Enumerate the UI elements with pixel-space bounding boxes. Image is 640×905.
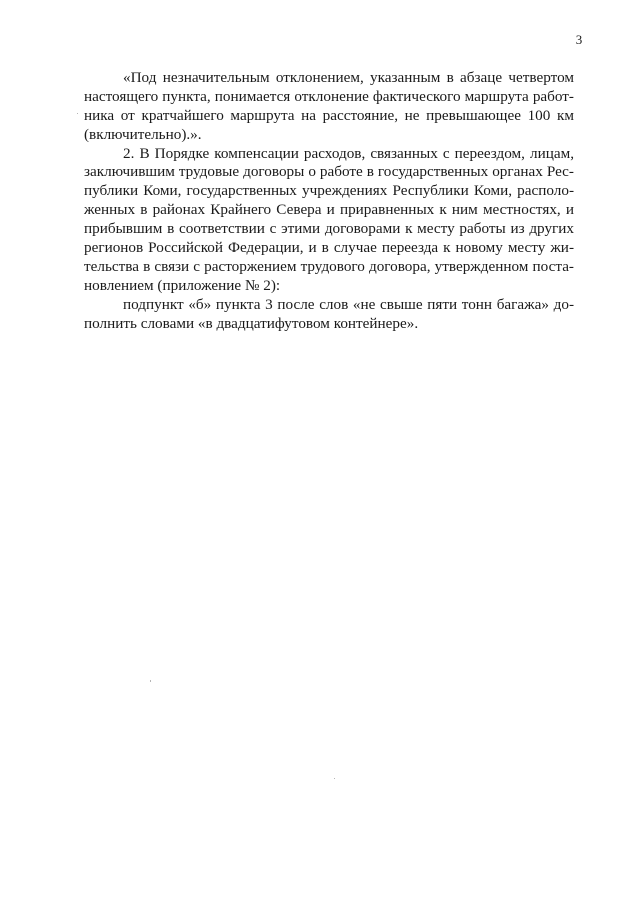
page-number: 3 <box>575 32 583 47</box>
text-line: настоящего пункта, понимается отклонение фактического маршрута работ- <box>84 87 574 105</box>
scan-speck <box>77 113 78 114</box>
paragraph-subitem-b <box>84 296 574 334</box>
text-line: регионов Российской Федерации, и в случае переезда к новому месту жи- <box>84 239 574 257</box>
text-line: заключившим трудовые договоры о работе в государственных органах Рес- <box>84 163 574 181</box>
paragraph-route-deviation <box>84 69 574 145</box>
document-body <box>84 69 574 333</box>
text-line: прибывшим в соответствии с этими договорами к месту работы из других <box>84 220 574 238</box>
text-line: подпункт «б» пункта 3 после слов «не свыше пяти тонн багажа» до- <box>123 295 574 313</box>
text-line: женных в районах Крайнего Севера и приравненных к ним местностях, и <box>84 201 574 219</box>
text-line: тельства в связи с расторжением трудового договора, утвержденном поста- <box>84 257 574 275</box>
text-line: полнить словами «в двадцатифутовом контейнере». <box>84 314 419 332</box>
text-line: «Под незначительным отклонением, указанным в абзаце четвертом <box>123 69 574 86</box>
scan-speck <box>150 680 151 682</box>
text-line: (включительно).». <box>84 125 202 143</box>
text-line: новлением (приложение № 2): <box>84 276 281 294</box>
text-line: публики Коми, государственных учреждениях Республики Коми, располо- <box>84 182 574 200</box>
text-line: ника от кратчайшего маршрута на расстояние, не превышающее 100 км <box>84 106 574 124</box>
text-line: 2. В Порядке компенсации расходов, связанных с переездом, лицам, <box>123 144 574 162</box>
scan-speck <box>334 778 335 779</box>
paragraph-relocation-compensation <box>84 145 574 296</box>
